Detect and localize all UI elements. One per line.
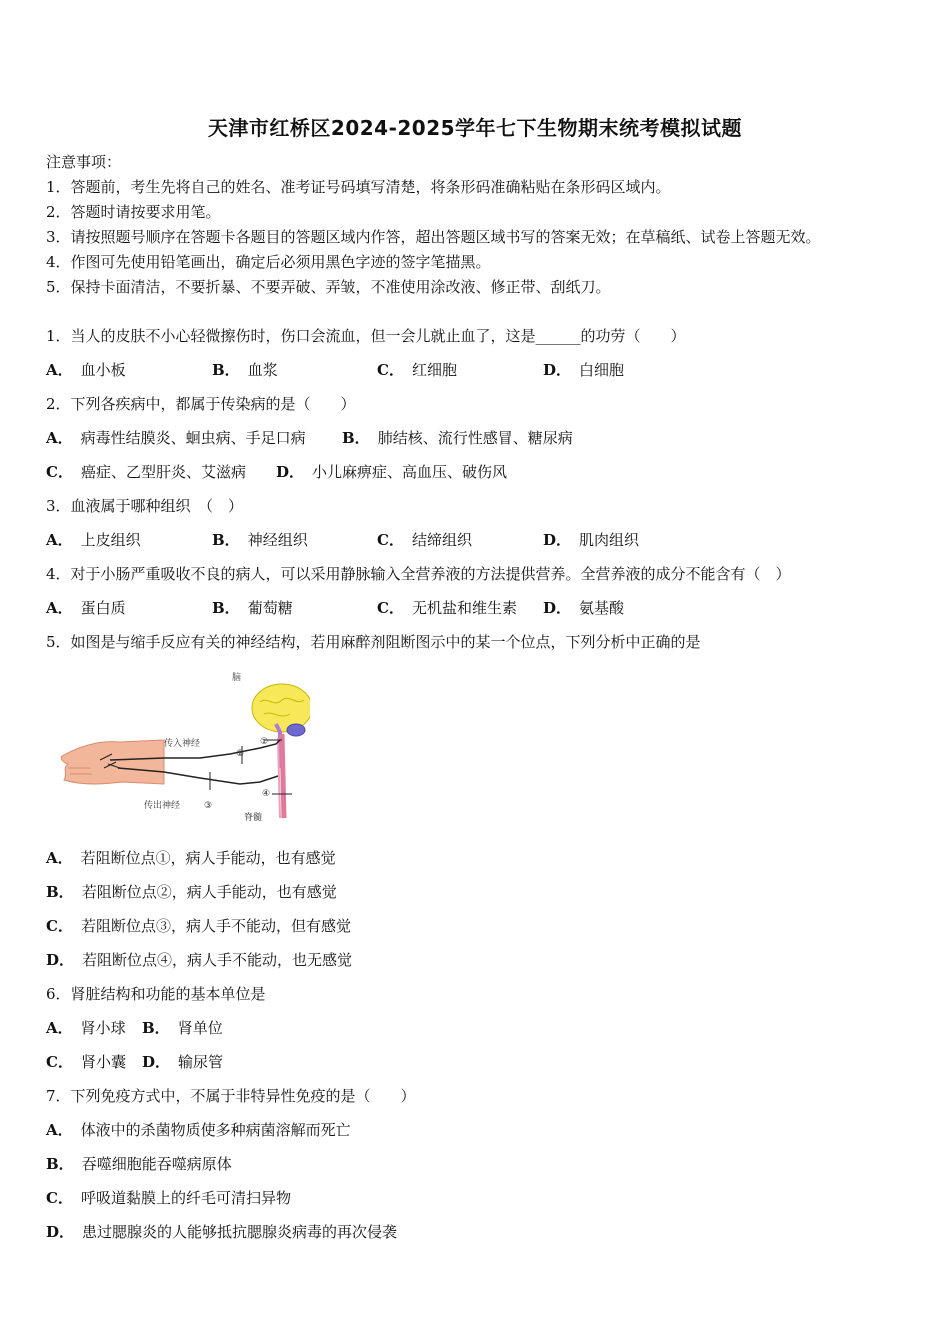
option-a[interactable]: A． 病毒性结膜炎、蛔虫病、手足口病 [46, 429, 306, 447]
marker-1-label: ① [260, 737, 269, 747]
option-a[interactable]: A． 若阻断位点①，病人手能动，也有感觉 [46, 849, 336, 867]
marker-4-label: ④ [262, 789, 271, 799]
option-b[interactable]: B． 肾单位 [142, 1019, 223, 1037]
option-d[interactable]: D． 氨基酸 [543, 599, 625, 617]
notice-item: 1．答题前，考生先将自己的姓名、准考证号码填写清楚，将条形码准确粘贴在条形码区域内。 [46, 178, 671, 196]
option-b[interactable]: B． 吞噬细胞能吞噬病原体 [46, 1155, 232, 1173]
question-stem: 3．血液属于哪种组织 （ ） [46, 497, 244, 515]
question-stem: 6．肾脏结构和功能的基本单位是 [46, 985, 266, 1003]
question-stem: 7．下列免疫方式中，不属于非特异性免疫的是（ ） [46, 1087, 416, 1105]
option-a[interactable]: A． 血小板 [46, 361, 126, 379]
option-c[interactable]: C． 癌症、乙型肝炎、艾滋病 [46, 463, 246, 481]
option-c[interactable]: C． 肾小囊 [46, 1053, 126, 1071]
option-c[interactable]: C． 结缔组织 [377, 531, 472, 549]
cerebellum-icon [287, 724, 305, 736]
option-a[interactable]: A． 肾小球 [46, 1019, 126, 1037]
option-d[interactable]: D． 患过腮腺炎的人能够抵抗腮腺炎病毒的再次侵袭 [46, 1223, 398, 1241]
marker-3-label: ③ [204, 801, 213, 811]
spinal-cord-icon [282, 734, 284, 818]
option-c[interactable]: C． 若阻断位点③，病人手不能动，但有感觉 [46, 917, 351, 935]
question-stem: 5．如图是与缩手反应有关的神经结构，若用麻醉剂阻断图示中的某一个位点，下列分析中正确的是 [46, 633, 701, 651]
spinal-label: 脊髓 [244, 813, 263, 823]
option-d[interactable]: D． 输尿管 [142, 1053, 224, 1071]
option-d[interactable]: D． 肌肉组织 [543, 531, 640, 549]
option-d[interactable]: D． 小儿麻痹症、高血压、破伤风 [276, 463, 508, 481]
option-a[interactable]: A． 体液中的杀菌物质使多种病菌溶解而死亡 [46, 1121, 351, 1139]
notice-item: 2．答题时请按要求用笔。 [46, 203, 221, 221]
option-b[interactable]: B． 葡萄糖 [212, 599, 293, 617]
notice-item: 5．保持卡面清洁，不要折暴、不要弄破、弄皱，不准使用涂改液、修正带、刮纸刀。 [46, 278, 611, 296]
hand-arm-icon [61, 740, 164, 784]
efferent-label: 传出神经 [144, 801, 181, 811]
question-stem: 2．下列各疾病中，都属于传染病的是（ ） [46, 395, 356, 413]
option-a[interactable]: A． 上皮组织 [46, 531, 141, 549]
reflex-arc-figure [60, 668, 310, 828]
option-a[interactable]: A． 蛋白质 [46, 599, 126, 617]
option-c[interactable]: C． 呼吸道黏膜上的纤毛可清扫异物 [46, 1189, 291, 1207]
question-stem: 4．对于小肠严重吸收不良的病人，可以采用静脉输入全营养液的方法提供营养。全营养液的成分不能含有（ ） [46, 565, 791, 583]
option-c[interactable]: C． 无机盐和维生素 [377, 599, 517, 617]
option-d[interactable]: D． 白细胞 [543, 361, 625, 379]
notice-item: 4．作图可先使用铅笔画出，确定后必须用黑色字迹的签字笔描黑。 [46, 253, 491, 271]
option-b[interactable]: B． 神经组织 [212, 531, 308, 549]
brain-label: 脑 [232, 673, 242, 683]
notice-item: 3．请按照题号顺序在答题卡各题目的答题区域内作答，超出答题区域书写的答案无效；在草稿纸、试卷上答题无效。 [46, 228, 821, 246]
option-b[interactable]: B． 血浆 [212, 361, 278, 379]
page-title: 天津市红桥区2024-2025学年七下生物期末统考模拟试题 [207, 116, 743, 140]
option-b[interactable]: B． 肺结核、流行性感冒、糖尿病 [342, 429, 573, 447]
marker-2-label: ② [236, 749, 245, 759]
notice-header: 注意事项： [46, 153, 122, 171]
afferent-label: 传入神经 [164, 739, 201, 749]
question-stem: 1．当人的皮肤不小心轻微擦伤时，伤口会流血，但一会儿就止血了，这是______的功劳（ ） [46, 327, 686, 345]
option-c[interactable]: C． 红细胞 [377, 361, 457, 379]
option-d[interactable]: D． 若阻断位点④，病人手不能动，也无感觉 [46, 951, 353, 969]
option-b[interactable]: B． 若阻断位点②，病人手能动，也有感觉 [46, 883, 337, 901]
